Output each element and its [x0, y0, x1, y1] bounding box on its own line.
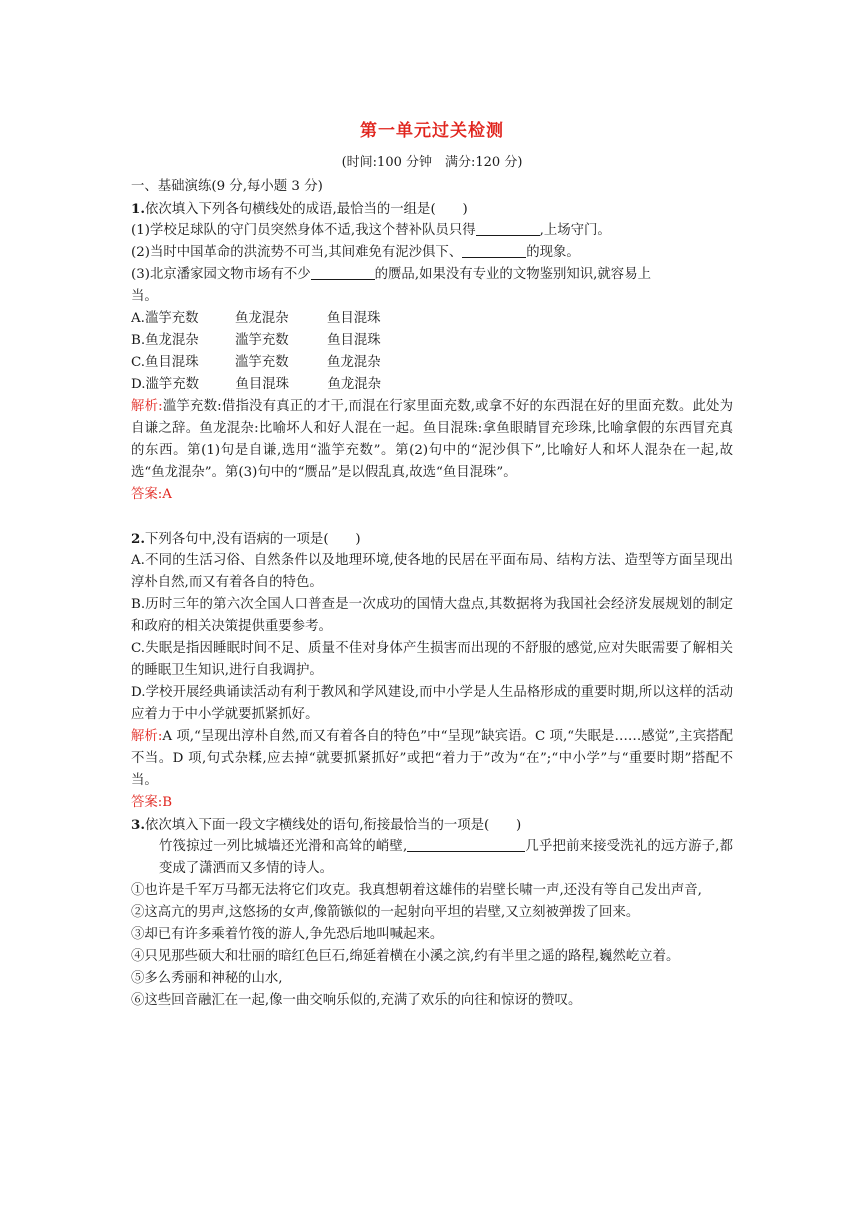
sentence-item-5: ⑤多么秀丽和神秘的山水, [131, 971, 283, 986]
question-number: 1. [131, 201, 145, 217]
question-number: 3. [131, 817, 145, 833]
sentence-1-part-b: ,上场守门。 [539, 223, 611, 238]
option-word: 滥竽充数 [144, 311, 199, 326]
sentence-3-part-a: (3)北京潘家园文物市场有不少 [131, 267, 311, 282]
option-word: 滥竽充数 [235, 355, 289, 370]
analysis [131, 726, 733, 792]
analysis [131, 396, 733, 484]
fill-blank [476, 221, 540, 236]
sentence-item-4: ④只见那些硕大和壮丽的暗红色巨石,绵延着横在小溪之滨,约有半里之遥的路程,巍然屹立着。 [131, 949, 680, 964]
passage-part-b: 几乎把前来接受洗礼的远方游子,都变成了潇洒而又多情的诗人。 [159, 839, 733, 876]
option-d: D.学校开展经典诵读活动有利于教风和学风建设,而中小学是人生品格形成的重要时期,所以这样的活动应着力于中小学就要抓紧抓好。 [131, 685, 733, 722]
answer: 答案:A [131, 487, 172, 502]
passage-part-a: 竹筏掠过一列比城墙还光滑和高耸的峭壁, [159, 839, 408, 854]
sentence-2-part-a: (2)当时中国革命的洪流势不可当,其间难免有泥沙俱下、 [131, 245, 463, 260]
option-c: C.失眠是指因睡眠时间不足、质量不佳对身体产生损害而出现的不舒服的感觉,应对失眠需要了解相关的睡眠卫生知识,进行自我调护。 [131, 641, 733, 678]
option-word: 鱼目混珠 [326, 311, 381, 326]
question-number: 2. [131, 531, 145, 547]
sentence-item-3: ③却已有许多乘着竹筏的游人,争先恐后地叫喊起来。 [131, 927, 444, 942]
option-word: 滥竽充数 [235, 333, 289, 348]
option-label: B. [131, 333, 146, 348]
sentence-item-6: ⑥这些回音融汇在一起,像一曲交响乐似的,充满了欢乐的向往和惊讶的赞叹。 [131, 993, 582, 1008]
sentence-2-part-b: 的现象。 [526, 245, 580, 260]
option-label: A. [131, 311, 145, 326]
option-word: 鱼目混珠 [235, 377, 290, 392]
page-title: 第一单元过关检测 [360, 121, 504, 141]
option-word: 鱼龙混杂 [327, 377, 382, 392]
option-a [131, 308, 733, 330]
question-1 [131, 198, 733, 506]
option-b: B.历时三年的第六次全国人口普查是一次成功的国情大盘点,其数据将为我国社会经济发展规划的制定和政府的相关决策提供重要参考。 [131, 597, 733, 634]
option-b [131, 330, 733, 352]
option-word: 鱼龙混杂 [327, 355, 381, 370]
content [131, 176, 733, 1012]
analysis-text: 滥竽充数:借指没有真正的才干,而混在行家里面充数,或拿不好的东西混在好的里面充数。此处为自谦之辞。鱼龙混杂:比喻坏人和好人混在一起。鱼目混珠:拿鱼眼睛冒充珍珠,比喻拿假的东西冒充真的东西。第(1)句是自谦,选用“滥竽充数”。第(2)句中的“泥沙俱下”,比喻好人和坏人混杂在一起,故选“鱼龙混杂”。第(3)句中的“赝品”是以假乱真,故选“鱼目混珠”。 [131, 399, 733, 480]
fill-blank [407, 837, 525, 852]
passage [131, 836, 733, 880]
sentence-item-1: ①也许是千军万马都无法将它们攻克。我真想朝着这雄伟的岩壁长啸一声,还没有等自己发出声音, [131, 883, 702, 898]
analysis-label: 解析: [131, 399, 163, 414]
option-word: 鱼龙混杂 [145, 333, 199, 348]
analysis-label: 解析: [131, 729, 163, 744]
sentence-1-part-a: (1)学校足球队的守门员突然身体不适,我这个替补队员只得 [131, 223, 476, 238]
analysis-text: A 项,“呈现出淳朴自然,而又有着各自的特色”中“呈现”缺宾语。C 项,“失眠是……感觉”,主宾搭配不当。D 项,句式杂糅,应去掉“就要抓紧抓好”或把“着力于”改为“在”;“中小学”与“重要时期”搭配不当。 [131, 729, 733, 788]
option-word: 鱼目混珠 [327, 333, 381, 348]
option-label: D. [131, 377, 146, 392]
option-a: A.不同的生活习俗、自然条件以及地理环境,使各地的民居在平面布局、结构方法、造型等方面呈现出淳朴自然,而又有着各自的特色。 [131, 553, 733, 590]
answer: 答案:B [131, 795, 173, 810]
sentence-3-part-b: 的赝品,如果没有专业的文物鉴别知识,就容易上 [374, 267, 651, 282]
sentence-3-part-c: 当。 [131, 289, 158, 304]
option-word: 滥竽充数 [145, 377, 200, 392]
option-label: C. [131, 355, 146, 370]
option-d [131, 374, 733, 396]
option-word: 鱼目混珠 [145, 355, 199, 370]
question-2 [131, 528, 733, 814]
fill-blank [311, 265, 375, 280]
option-c [131, 352, 733, 374]
sentence-item-2: ②这高亢的男声,这悠扬的女声,像箭镞似的一起射向平坦的岩壁,又立刻被弹拨了回来。 [131, 905, 640, 920]
section-heading: 一、基础演练(9 分,每小题 3 分) [131, 179, 323, 194]
question-stem: 依次填入下面一段文字横线处的语句,衔接最恰当的一项是( ) [144, 818, 522, 833]
question-3 [131, 814, 733, 1012]
fill-blank [462, 243, 526, 258]
question-stem: 下列各句中,没有语病的一项是( ) [144, 532, 361, 547]
question-stem: 依次填入下列各句横线处的成语,最恰当的一组是( ) [144, 202, 468, 217]
option-word: 鱼龙混杂 [234, 311, 289, 326]
exam-time-score: (时间:100 分钟 满分:120 分) [341, 155, 523, 170]
